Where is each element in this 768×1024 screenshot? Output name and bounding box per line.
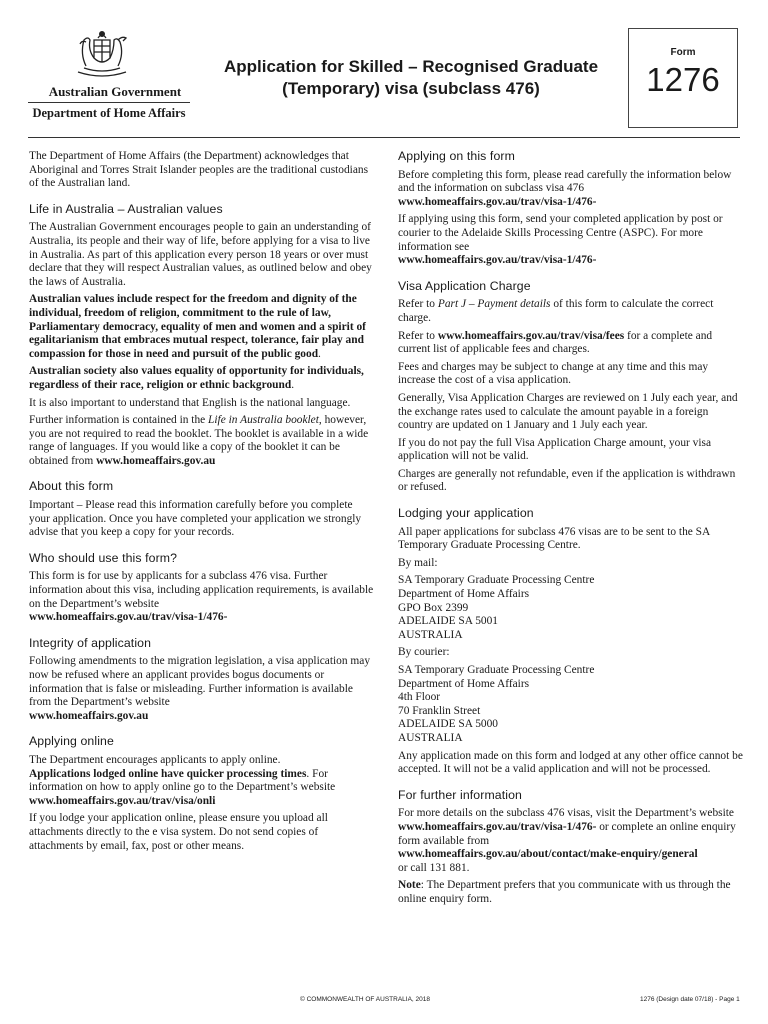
- visa-476-link[interactable]: www.homeaffairs.gov.au/trav/visa-1/476-: [398, 820, 597, 833]
- who-paragraph: This form is for use by applicants for a subclass 476 visa. Further information about this visa, including application requirements, is available on the Department’s website www.homeaffairs.gov.au/trav/visa-1/476-: [29, 570, 374, 624]
- form-number-box: [628, 28, 738, 128]
- integrity-heading: Integrity of application: [29, 635, 152, 650]
- about-paragraph: Important – Please read this information carefully before you complete your application. Once you have completed your application we strongly advise that you keep a copy for your records.: [29, 499, 362, 539]
- lodging-paragraph-2: Any application made on this form and lodged at any other office cannot be accepted. It will not be a valid application and will not be processed.: [398, 749, 743, 776]
- form-number: 1276: [646, 61, 720, 98]
- online-paragraph-1: The Department encourages applicants to apply online. Applications lodged online have quicker processing times. For information on how to apply online go to the Department’s website www.homeaffairs.gov.au/trav/visa/onli: [29, 753, 336, 807]
- who-heading: Who should use this form?: [29, 550, 178, 565]
- address-line: 4th Floor: [398, 691, 441, 704]
- address-line: AUSTRALIA: [398, 731, 463, 744]
- values-statement-1: Australian values include respect for the freedom and dignity of the individual, freedom of religion, commitment to the rule of law, Parliamentary democracy, equality of men and women and a spirit of egalitarianism that embraces mutual respect, tolerance, fair play and compassion for those in need and pursuit of the public good.: [29, 293, 366, 360]
- address-line: Department of Home Affairs: [398, 588, 530, 601]
- english-paragraph: It is also important to understand that English is the national language.: [29, 396, 351, 409]
- mail-address: [398, 574, 744, 642]
- coat-of-arms-icon: [64, 26, 140, 82]
- visa-476-link[interactable]: www.homeaffairs.gov.au/trav/visa-1/476-: [398, 254, 597, 267]
- address-line: GPO Box 2399: [398, 601, 469, 614]
- enquiry-link[interactable]: www.homeaffairs.gov.au/about/contact/make-enquiry/general: [398, 848, 698, 861]
- mail-label: By mail:: [398, 556, 438, 569]
- address-line: ADELAIDE SA 5000: [398, 718, 498, 731]
- homeaffairs-link[interactable]: www.homeaffairs.gov.au: [96, 454, 216, 467]
- values-heading: Life in Australia – Australian values: [29, 201, 223, 216]
- lodging-heading: Lodging your application: [398, 506, 534, 521]
- address-line: SA Temporary Graduate Processing Centre: [398, 664, 595, 676]
- vac-paragraph-6: Charges are generally not refundable, even if the application is withdrawn or refused.: [398, 467, 736, 494]
- about-heading: About this form: [29, 479, 114, 494]
- further-heading: For further information: [398, 787, 522, 802]
- vac-heading: Visa Application Charge: [398, 278, 531, 293]
- apply-online-link[interactable]: www.homeaffairs.gov.au/trav/visa/onli: [29, 794, 216, 807]
- values-statement-2: Australian society also values equality of opportunity for individuals, regardless of their race, religion or ethnic background.: [29, 365, 364, 391]
- further-paragraph: For more details on the subclass 476 visas, visit the Department’s website www.homeaffairs.gov.au/trav/visa-1/476- or complete an online enquiry form available from www.homeaffairs.gov.au/about/contact/make-enquiry/general or call 131 881.: [398, 807, 736, 874]
- copyright-notice: © COMMONWEALTH OF AUSTRALIA, 2018: [300, 996, 430, 1003]
- form-label: Form: [670, 47, 696, 58]
- address-line: SA Temporary Graduate Processing Centre: [398, 574, 595, 587]
- address-line: AUSTRALIA: [398, 628, 463, 641]
- online-heading: Applying online: [29, 734, 114, 749]
- address-line: ADELAIDE SA 5001: [398, 615, 498, 628]
- online-paragraph-2: If you lodge your application online, please ensure you upload all attachments directly to the e visa system. Do not send copies of attachments by email, fax, post or other means.: [29, 812, 328, 852]
- courier-address: [398, 664, 744, 746]
- department-name: Department of Home Affairs: [32, 106, 186, 120]
- page-info: 1276 (Design date 07/18) - Page 1: [640, 996, 740, 1003]
- vac-paragraph-1: Refer to Part J – Payment details of this form to calculate the correct charge.: [398, 298, 714, 324]
- vac-paragraph-5: If you do not pay the full Visa Application Charge amount, your visa application will not be valid.: [398, 436, 712, 463]
- note-paragraph: Note: The Department prefers that you communicate with us through the online enquiry form.: [398, 879, 731, 905]
- booklet-paragraph: Further information is contained in the Life in Australia booklet, however, you are not required to read the booklet. The booklet is available in a wide range of languages. If you would like a copy of the booklet it can be obtained from www.homeaffairs.gov.au: [29, 414, 369, 467]
- values-paragraph: The Australian Government encourages people to gain an understanding of Australia, its people and their way of life, before applying for a visa to live in Australia. As part of this application every person 18 years or over must declare that they will respect Australian values, as outlined below and obey the laws of Australia.: [29, 221, 372, 288]
- logo-divider: [28, 102, 190, 103]
- form-title: [206, 56, 616, 100]
- applying-paragraph-2: If applying using this form, send your completed application by post or courier to the Adelaide Skills Processing Centre (ASPC). For more information see www.homeaffairs.gov.au/trav/visa-1/476-: [398, 213, 723, 267]
- vac-paragraph-4: Generally, Visa Application Charges are reviewed on 1 July each year, and the exchange rates used to calculate the amount payable in a foreign country are updated on 1 January and 1 July each year.: [398, 391, 738, 432]
- left-column: [29, 150, 375, 857]
- visa-476-link[interactable]: www.homeaffairs.gov.au/trav/visa-1/476-: [29, 611, 228, 624]
- homeaffairs-link[interactable]: www.homeaffairs.gov.au: [29, 709, 149, 722]
- vac-paragraph-2: Refer to www.homeaffairs.gov.au/trav/visa/fees for a complete and current list of applicable fees and charges.: [398, 329, 713, 356]
- address-line: 70 Franklin Street: [398, 704, 481, 717]
- header-divider: [28, 137, 740, 138]
- visa-476-link[interactable]: www.homeaffairs.gov.au/trav/visa-1/476-: [398, 195, 597, 208]
- acknowledgement-text: The Department of Home Affairs (the Department) acknowledges that Aboriginal and Torres Strait Islander peoples are the traditional custodians of the Australian land.: [29, 150, 369, 190]
- applying-heading: Applying on this form: [398, 149, 515, 163]
- fees-link[interactable]: www.homeaffairs.gov.au/trav/visa/fees: [437, 329, 625, 342]
- applying-paragraph-1: Before completing this form, please read carefully the information below and the information on subclass visa 476 www.homeaffairs.gov.au/trav/visa-1/476-: [398, 168, 732, 208]
- government-name: Australian Government: [48, 84, 182, 99]
- form-title-line-1: Application for Skilled – Recognised Graduate: [223, 57, 599, 76]
- address-line: Department of Home Affairs: [398, 677, 530, 690]
- integrity-paragraph: Following amendments to the migration legislation, a visa application may now be refused where an applicant provides bogus documents or information that is false or misleading. Further information is available from the Department’s website www.homeaffairs.gov.au: [29, 655, 371, 722]
- form-title-line-2: (Temporary) visa (subclass 476): [282, 79, 540, 98]
- lodging-paragraph-1: All paper applications for subclass 476 visas are to be sent to the SA Temporary Graduate Processing Centre.: [398, 525, 710, 552]
- page-header: [0, 0, 768, 140]
- vac-paragraph-3: Fees and charges may be subject to change at any time and this may increase the cost of a visa application.: [398, 360, 709, 387]
- right-column: [398, 150, 744, 911]
- courier-label: By courier:: [398, 646, 450, 659]
